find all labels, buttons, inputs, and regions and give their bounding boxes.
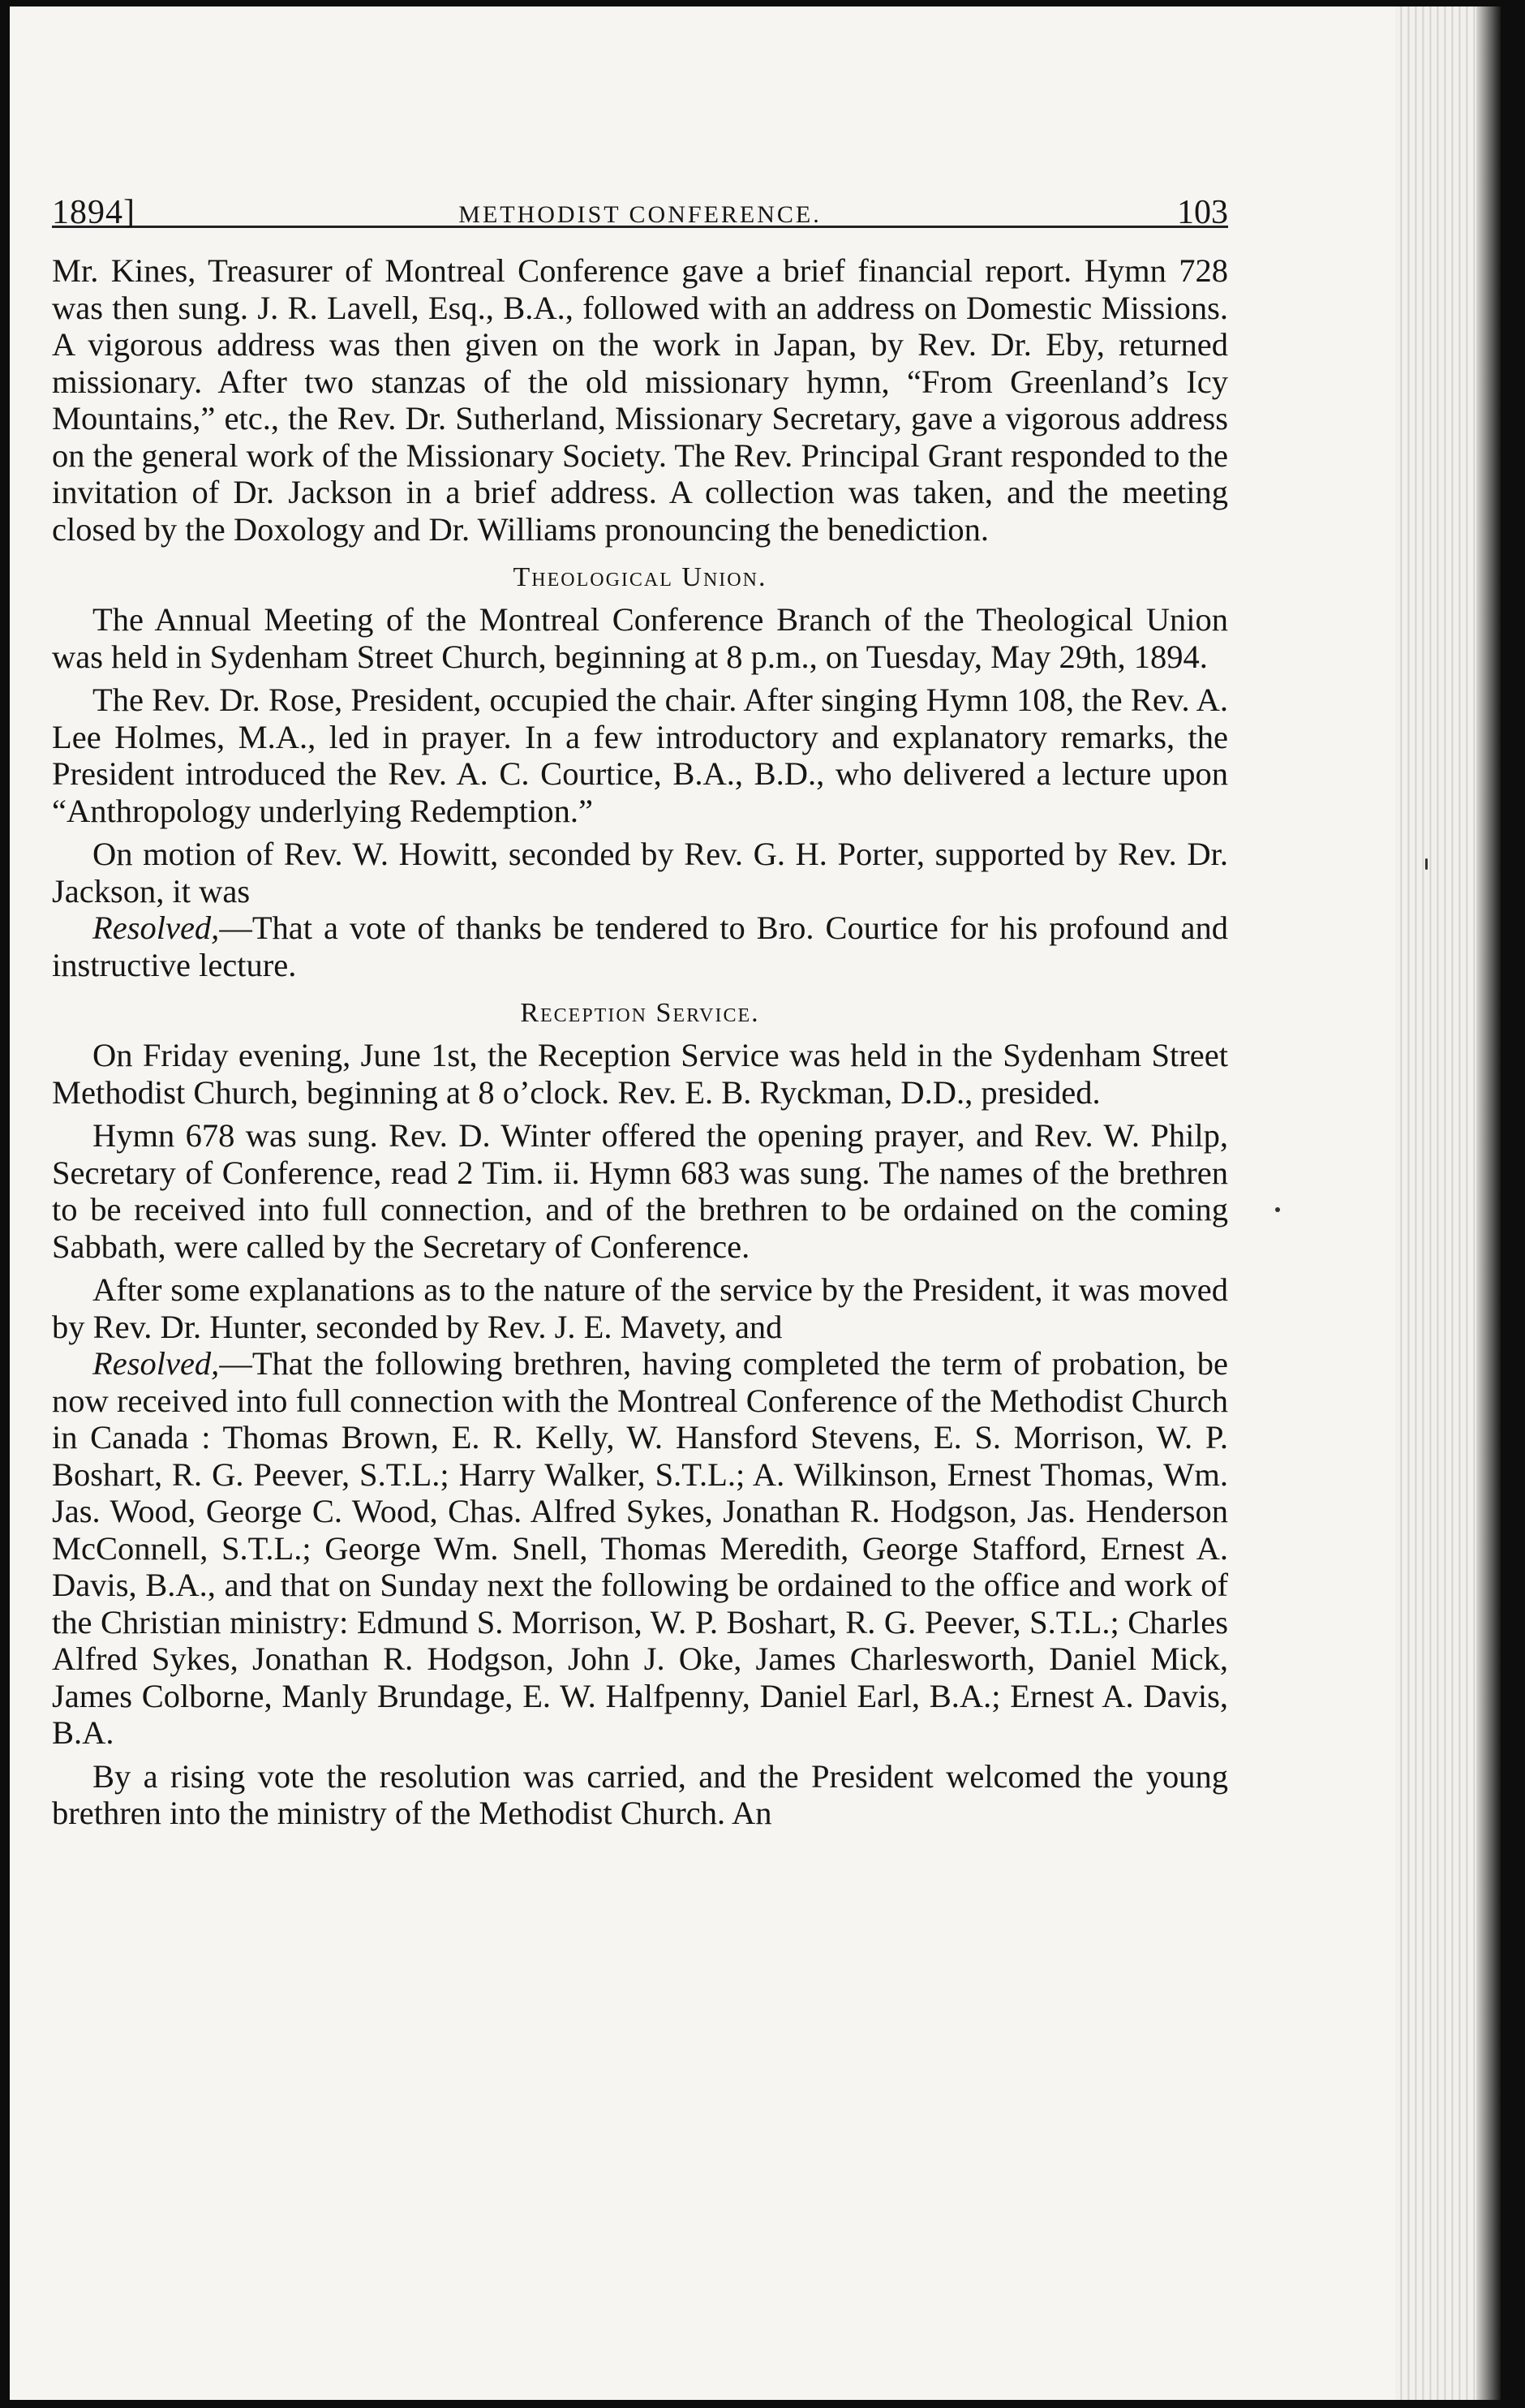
running-head bbox=[52, 153, 1228, 231]
paragraph-resolved-thanks bbox=[52, 909, 1228, 983]
paragraph-rising-vote: By a rising vote the resolution was carried, and the President welcomed the young brethren into the ministry of the Methodist Church. An bbox=[52, 1757, 1228, 1831]
paragraph-resolved-connection bbox=[52, 1345, 1228, 1752]
paragraph-lecture: The Rev. Dr. Rose, President, occupied the chair. After singing Hymn 108, the Rev. A. Lee Holmes, M.A., led in prayer. In a few introductory and explanatory remarks, the President introduced the Rev. A. C. Courtice, B.A., B.D., who delivered a lecture upon “Anthropology underlying Redemption.” bbox=[52, 682, 1228, 829]
heading-theological-union: Theological Union. bbox=[513, 562, 767, 592]
paragraph-explanations: After some explanations as to the nature of the service by the President, it was moved by Rev. Dr. Hunter, seconded by Rev. J. E. Mavety, and bbox=[52, 1271, 1228, 1345]
resolved-label: Resolved, bbox=[92, 909, 220, 946]
paragraph-missionary-meeting: Mr. Kines, Treasurer of Montreal Conference gave a brief financial report. Hymn 728 was then sung. J. R. Lavell, Esq., B.A., followed with an address on Domestic Missions. A vigorous address was then given on the work in Japan, by Rev. Dr. Eby, returned missionary. After two stanzas of the old missionary hymn, “From Greenland’s Icy Mountains,” etc., the Rev. Dr. Sutherland, Missionary Secretary, gave a vigorous address on the general work of the Missionary Society. The Rev. Principal Grant responded to the invitation of Dr. Jackson in a brief address. A collection was taken, and the meeting closed by the Doxology and Dr. Williams pronouncing the benediction. bbox=[52, 252, 1228, 548]
book-page bbox=[10, 6, 1501, 2400]
binding-shadow bbox=[1476, 6, 1501, 2400]
body-text bbox=[52, 252, 1228, 1832]
paragraph-reception-service: On Friday evening, June 1st, the Reception Service was held in the Sydenham Street Methodist Church, beginning at 8 o’clock. Rev. E. B. Ryckman, D.D., presided. bbox=[52, 1037, 1228, 1111]
scan-speck bbox=[1275, 1207, 1280, 1212]
resolved-label-2: Resolved, bbox=[92, 1345, 220, 1382]
heading-reception-service: Reception Service. bbox=[520, 998, 760, 1028]
resolved-connection-text: —That the following brethren, having completed the term of probation, be now received into full connection with the Montreal Conference of the Methodist Church in Canada : Thomas Brown, E. R. Kelly, W. Hansford Stevens, E. S. Morrison, W. P. Boshart, R. G. Peever, S.T.L.; Harry Walker, S.T.L.; A. Wilkinson, Ernest Thomas, Wm. Jas. Wood, George C. Wood, Chas. Alfred Sykes, Jonathan R. Hodgson, Jas. Henderson McConnell, S.T.L.; George Wm. Snell, Thomas Meredith, George Stafford, Ernest A. Davis, B.A., and that on Sunday next the following be ordained to the office and work of the Christian ministry: Edmund S. Morrison, W. P. Boshart, R. G. Peever, S.T.L.; Charles Alfred Sykes, Jonathan R. Hodgson, John J. Oke, James Charlesworth, Daniel Mick, James Colborne, Manly Brundage, E. W. Halfpenny, Daniel Earl, B.A.; Ernest A. Davis, B.A. bbox=[52, 1345, 1228, 1751]
page-number: 103 bbox=[1177, 194, 1228, 231]
running-head-title: METHODIST CONFERENCE. bbox=[458, 201, 822, 228]
scan-speck bbox=[1425, 858, 1428, 870]
paragraph-motion: On motion of Rev. W. Howitt, seconded by Rev. G. H. Porter, supported by Rev. Dr. Jackson, it was bbox=[52, 836, 1228, 909]
paragraph-annual-meeting: The Annual Meeting of the Montreal Conference Branch of the Theological Union was held in Sydenham Street Church, beginning at 8 p.m., on Tuesday, May 29th, 1894. bbox=[52, 601, 1228, 675]
resolved-thanks-text: —That a vote of thanks be tendered to Bro. Courtice for his profound and instructive lecture. bbox=[52, 909, 1228, 983]
running-head-year: 1894] bbox=[52, 194, 135, 231]
paragraph-hymns: Hymn 678 was sung. Rev. D. Winter offered the opening prayer, and Rev. W. Philp, Secretary of Conference, read 2 Tim. ii. Hymn 683 was sung. The names of the brethren to be received into full connection, and of the brethren to be ordained on the coming Sabbath, were called by the Secretary of Conference. bbox=[52, 1117, 1228, 1265]
page-content bbox=[52, 153, 1228, 1832]
